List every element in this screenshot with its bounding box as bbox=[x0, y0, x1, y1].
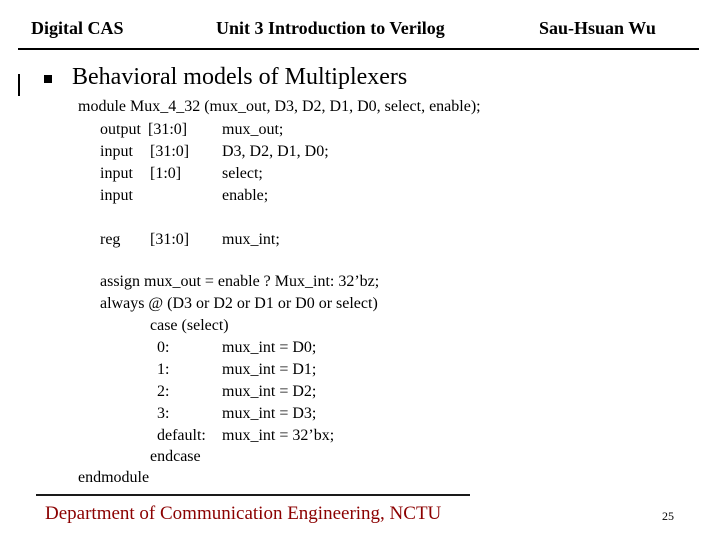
code-assign-line: assign mux_out = enable ? Mux_int: 32’bz; bbox=[100, 273, 380, 290]
decl-range: [31:0] bbox=[150, 143, 190, 160]
decl-keyword: input bbox=[100, 143, 133, 160]
case-label: 3: bbox=[157, 405, 170, 422]
footer-department: Department of Communication Engineering, NCTU bbox=[45, 503, 442, 524]
decl-names: mux_out; bbox=[222, 121, 284, 138]
case-label: 1: bbox=[157, 361, 170, 378]
case-statement: mux_int = D0; bbox=[222, 339, 317, 356]
decl-range: [1:0] bbox=[150, 165, 182, 182]
header-rule bbox=[18, 48, 699, 50]
decl-names: D3, D2, D1, D0; bbox=[222, 143, 329, 160]
case-label: 2: bbox=[157, 383, 170, 400]
decl-keyword: input bbox=[100, 187, 133, 204]
decl-names: mux_int; bbox=[222, 231, 280, 248]
case-statement: mux_int = 32’bx; bbox=[222, 427, 335, 444]
course-name: Digital CAS bbox=[31, 18, 124, 38]
case-label: default: bbox=[157, 427, 206, 444]
code-endmodule-line: endmodule bbox=[78, 469, 150, 486]
page-number: 25 bbox=[662, 509, 674, 523]
decl-keyword: output bbox=[100, 121, 141, 138]
decl-keyword: input bbox=[100, 165, 133, 182]
code-module-line: module Mux_4_32 (mux_out, D3, D2, D1, D0, select, enable); bbox=[78, 98, 481, 115]
bullet-square-icon bbox=[44, 75, 52, 83]
header-side-bar bbox=[18, 74, 20, 96]
decl-names: select; bbox=[222, 165, 263, 182]
unit-title: Unit 3 Introduction to Verilog bbox=[216, 18, 445, 38]
author-name: Sau-Hsuan Wu bbox=[539, 18, 656, 38]
code-always-line: always @ (D3 or D2 or D1 or D0 or select) bbox=[100, 295, 378, 312]
decl-names: enable; bbox=[222, 187, 269, 204]
code-endcase-line: endcase bbox=[150, 448, 201, 465]
case-statement: mux_int = D2; bbox=[222, 383, 317, 400]
case-statement: mux_int = D3; bbox=[222, 405, 317, 422]
decl-keyword: reg bbox=[100, 231, 121, 248]
decl-range: [31:0] bbox=[148, 121, 188, 138]
footer-rule bbox=[36, 494, 470, 496]
case-statement: mux_int = D1; bbox=[222, 361, 317, 378]
slide-title: Behavioral models of Multiplexers bbox=[72, 64, 408, 90]
case-label: 0: bbox=[157, 339, 170, 356]
decl-range: [31:0] bbox=[150, 231, 190, 248]
code-case-line: case (select) bbox=[150, 317, 229, 334]
